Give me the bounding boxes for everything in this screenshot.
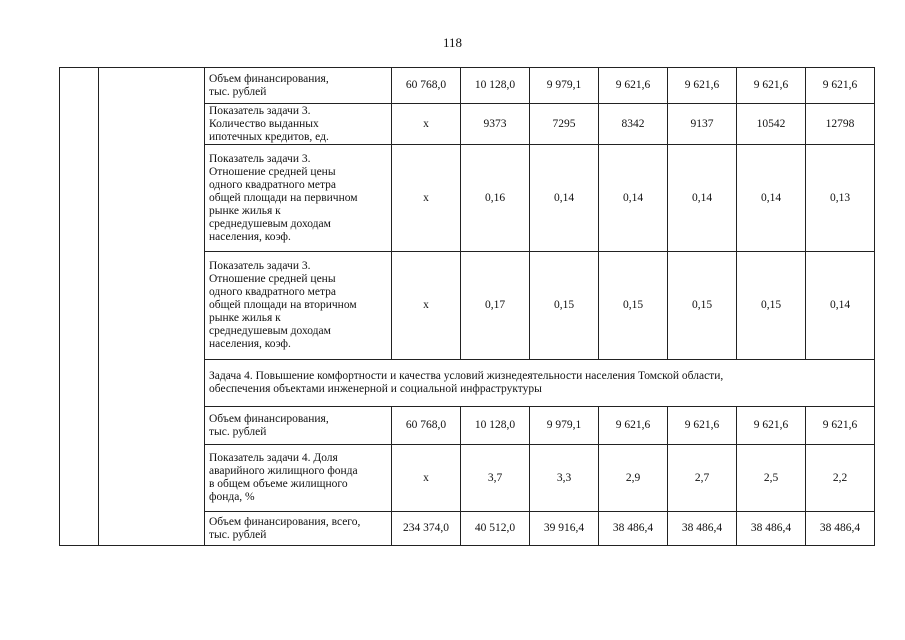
year-value-cell: 0,15 [737, 252, 806, 360]
indicator-label-line: Объем финансирования, [209, 72, 329, 85]
year-value-cell: 8342 [599, 104, 668, 145]
indicator-label-line: тыс. рублей [209, 425, 267, 438]
year-value-cell: 0,14 [737, 145, 806, 252]
indicator-label-line: в общем объеме жилищного [209, 478, 348, 490]
year-value-cell: 9 621,6 [599, 68, 668, 104]
indicator-label-line: среднедушевым доходам [209, 325, 331, 337]
year-value-cell: 39 916,4 [530, 512, 599, 546]
indicator-label-line: Отношение средней цены [209, 165, 336, 178]
indicator-label-line: Объем финансирования, [209, 412, 329, 425]
indicator-label-line: Показатель задачи 3. [209, 104, 311, 117]
indicator-label-line: одного квадратного метра [209, 286, 336, 298]
indicator-label-line: тыс. рублей [209, 85, 267, 98]
year-value-cell: 2,9 [599, 445, 668, 512]
year-value-cell: 0,15 [668, 252, 737, 360]
year-value-cell: 9 621,6 [737, 68, 806, 104]
year-value-cell: 40 512,0 [461, 512, 530, 546]
year-value-cell: 10 128,0 [461, 407, 530, 445]
year-value-cell: 2,5 [737, 445, 806, 512]
indicator-label-line: аварийного жилищного фонда [209, 465, 358, 477]
indicator-label-line: населения, коэф. [209, 338, 291, 350]
year-value-cell: 9 979,1 [530, 407, 599, 445]
total-value-cell: x [392, 445, 461, 512]
indicator-label-line: Количество выданных [209, 117, 319, 130]
indicator-label-line: Показатель задачи 3. [209, 152, 311, 165]
indicator-label-line: общей площади на вторичном [209, 299, 357, 311]
indicator-label-line: Объем финансирования, всего, [209, 515, 361, 528]
year-value-cell: 9 621,6 [806, 68, 875, 104]
year-value-cell: 38 486,4 [599, 512, 668, 546]
indicator-label-line: тыс. рублей [209, 528, 267, 541]
year-value-cell: 9 621,6 [806, 407, 875, 445]
year-value-cell: 9137 [668, 104, 737, 145]
year-value-cell: 3,3 [530, 445, 599, 512]
year-value-cell: 9 621,6 [668, 407, 737, 445]
year-value-cell: 9 621,6 [737, 407, 806, 445]
year-value-cell: 38 486,4 [806, 512, 875, 546]
indicator-label-line: ипотечных кредитов, ед. [209, 130, 329, 143]
year-value-cell: 12798 [806, 104, 875, 145]
year-value-cell: 0,16 [461, 145, 530, 252]
indicator-label-cell [205, 512, 392, 546]
indicator-label-cell [205, 252, 392, 360]
total-value-cell: x [392, 252, 461, 360]
indicator-label-cell [205, 445, 392, 512]
year-value-cell: 0,13 [806, 145, 875, 252]
year-value-cell: 2,7 [668, 445, 737, 512]
indicator-label-line: Отношение средней цены [209, 273, 336, 285]
year-value-cell: 0,15 [530, 252, 599, 360]
year-value-cell: 0,17 [461, 252, 530, 360]
year-value-cell: 0,14 [599, 145, 668, 252]
year-value-cell: 9 621,6 [599, 407, 668, 445]
indicator-label-cell [205, 104, 392, 145]
total-value-cell: x [392, 104, 461, 145]
total-value-cell: 234 374,0 [392, 512, 461, 546]
task-heading-line: обеспечения объектами инженерной и социальной инфраструктуры [209, 383, 542, 395]
total-value-cell: x [392, 145, 461, 252]
table-row [60, 68, 875, 104]
year-value-cell: 38 486,4 [737, 512, 806, 546]
year-value-cell: 10542 [737, 104, 806, 145]
year-value-cell: 10 128,0 [461, 68, 530, 104]
year-value-cell: 7295 [530, 104, 599, 145]
total-value-cell: 60 768,0 [392, 407, 461, 445]
indicator-label-line: среднедушевым доходам [209, 217, 331, 230]
year-value-cell: 0,14 [806, 252, 875, 360]
year-value-cell: 2,2 [806, 445, 875, 512]
year-value-cell: 9 979,1 [530, 68, 599, 104]
indicator-label-line: Показатель задачи 4. Доля [209, 452, 338, 464]
indicator-label-line: рынке жилья к [209, 204, 281, 217]
indicator-label-cell [205, 407, 392, 445]
table-body [60, 68, 875, 546]
year-value-cell: 9 621,6 [668, 68, 737, 104]
middle-blank-cell [99, 68, 205, 546]
indicator-label-line: одного квадратного метра [209, 178, 336, 191]
left-blank-cell [60, 68, 99, 546]
year-value-cell: 9373 [461, 104, 530, 145]
task-heading-cell [205, 360, 875, 407]
year-value-cell: 38 486,4 [668, 512, 737, 546]
financing-indicators-table [59, 67, 875, 546]
year-value-cell: 3,7 [461, 445, 530, 512]
indicator-label-line: рынке жилья к [209, 312, 281, 324]
indicator-label-line: фонда, % [209, 491, 255, 503]
indicator-label-cell [205, 145, 392, 252]
task-heading-line: Задача 4. Повышение комфортности и качества условий жизнедеятельности населения Томской области, [209, 370, 724, 382]
indicator-label-line: Показатель задачи 3. [209, 260, 311, 272]
year-value-cell: 0,15 [599, 252, 668, 360]
page-number: 118 [442, 35, 463, 50]
total-value-cell: 60 768,0 [392, 68, 461, 104]
indicator-label-line: общей площади на первичном [209, 191, 358, 204]
year-value-cell: 0,14 [668, 145, 737, 252]
indicator-label-line: населения, коэф. [209, 230, 291, 243]
indicator-label-cell [205, 68, 392, 104]
year-value-cell: 0,14 [530, 145, 599, 252]
